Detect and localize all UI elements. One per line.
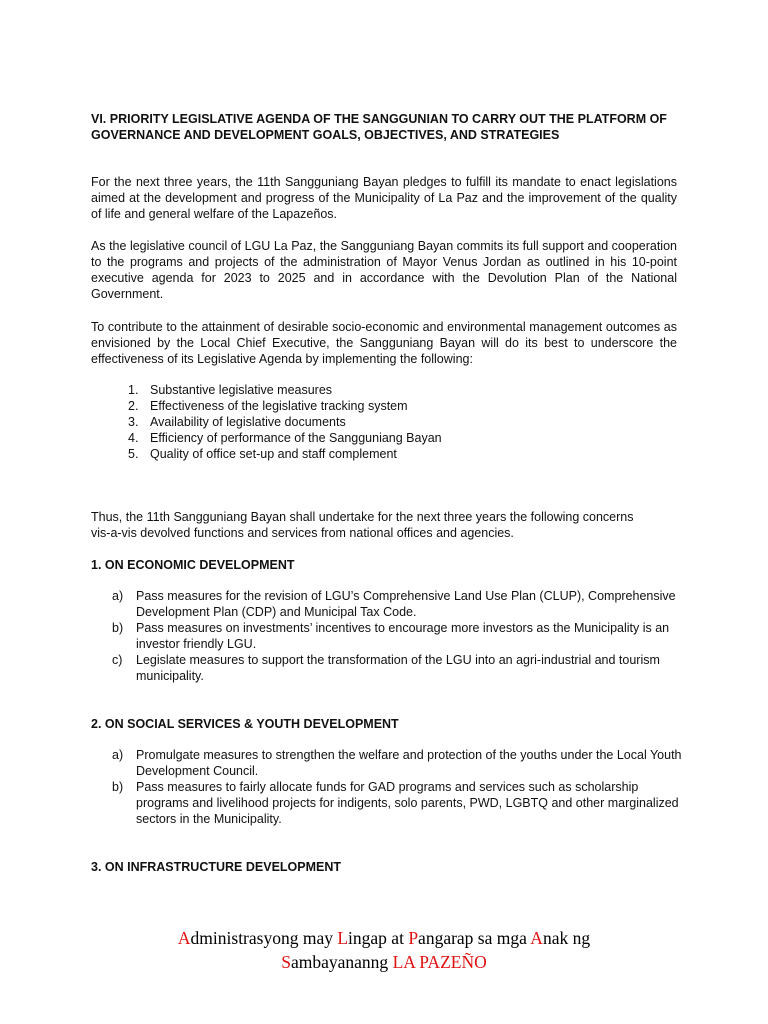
list-text: Legislate measures to support the transformation of the LGU into an agri-industrial and tourism municipality. (136, 653, 660, 683)
list-item (110, 652, 682, 684)
list-item (124, 382, 684, 398)
heading-line-2: GOVERNANCE AND DEVELOPMENT GOALS, OBJECTIVES, AND STRATEGIES (91, 128, 560, 142)
section-title-social: 2. ON SOCIAL SERVICES & YOUTH DEVELOPMENT (91, 717, 399, 731)
list-number: 2. (128, 399, 139, 413)
slogan-initial: L (337, 928, 349, 948)
list-text: Pass measures for the revision of LGU’s Comprehensive Land Use Plan (CLUP), Comprehensive Development Plan (CDP) and Municipal Tax Code. (136, 589, 676, 619)
heading-line-1: VI. PRIORITY LEGISLATIVE AGENDA OF THE SANGGUNIAN TO CARRY OUT THE PLATFORM OF (91, 112, 667, 126)
slogan-text: ambayananng (291, 952, 393, 972)
slogan-text: dministrasyong may (190, 928, 338, 948)
slogan-initial: S (281, 952, 291, 972)
slogan-line-2 (0, 950, 768, 974)
slogan-text: nak ng (542, 928, 591, 948)
list-text: Promulgate measures to strengthen the welfare and protection of the youths under the Local Youth Development Council. (136, 748, 682, 778)
list-number: 1. (128, 383, 139, 397)
list-text: Pass measures on investments’ incentives to encourage more investors as the Municipality is an investor friendly LGU. (136, 621, 670, 651)
slogan-line-1 (0, 926, 768, 950)
list-item (110, 779, 682, 827)
economic-measures-list (110, 588, 682, 684)
slogan-initial: A (530, 928, 543, 948)
slogan-initial: A (177, 928, 191, 948)
section-heading (91, 111, 681, 143)
list-number: 5. (128, 447, 139, 461)
list-marker: c) (112, 653, 123, 667)
list-marker: b) (112, 780, 124, 794)
priority-list (124, 382, 684, 462)
list-item (124, 414, 684, 430)
slogan-highlight: LA PAZEÑO (392, 952, 487, 972)
social-measures-list (110, 747, 682, 827)
slogan-text: angarap sa mga (418, 928, 531, 948)
list-text: Pass measures to fairly allocate funds for GAD programs and services such as scholarship programs and livelihood projects for indigents, solo parents, PWD, LGBTQ and other marginalized sectors in the Municipality. (136, 780, 679, 826)
list-item (110, 620, 682, 652)
list-text: Availability of legislative documents (150, 415, 346, 429)
list-text: Substantive legislative measures (150, 383, 333, 397)
list-item (124, 398, 684, 414)
slogan-initial: P (408, 928, 419, 948)
section-title-infrastructure: 3. ON INFRASTRUCTURE DEVELOPMENT (91, 860, 342, 874)
list-marker: a) (112, 748, 124, 762)
list-marker: b) (112, 621, 124, 635)
slogan-text: ingap at (348, 928, 409, 948)
paragraph-concerns: Thus, the 11th Sangguniang Bayan shall undertake for the next three years the following concerns vis-a-vis devolved functions and services from national offices and agencies. (91, 510, 634, 540)
paragraph-contribution: To contribute to the attainment of desirable socio-economic and environmental management outcomes as envisioned by the Local Chief Executive, the Sangguniang Bayan will do its best to underscore the effectiveness of its Legislative Agenda by implementing the following: (91, 320, 677, 366)
paragraph-pledge: For the next three years, the 11th Sangguniang Bayan pledges to fulfill its mandate to enact legislations aimed at the development and progress of the Municipality of La Paz and the improvement of the quality of life and general welfare of the Lapazeños. (91, 175, 677, 221)
list-text: Efficiency of performance of the Sangguniang Bayan (150, 431, 442, 445)
footer-slogan (0, 926, 768, 974)
section-title-economic: 1. ON ECONOMIC DEVELOPMENT (91, 558, 295, 572)
list-number: 4. (128, 431, 139, 445)
list-text: Quality of office set-up and staff complement (150, 447, 397, 461)
list-marker: a) (112, 589, 124, 603)
list-item (110, 588, 682, 620)
list-item (124, 430, 684, 446)
list-item (124, 446, 684, 462)
paragraph-commitment: As the legislative council of LGU La Paz, the Sangguniang Bayan commits its full support and cooperation to the programs and projects of the administration of Mayor Venus Jordan as outlined in his 10-point executive agenda for 2023 to 2025 and in accordance with the Devolution Plan of the National Government. (91, 239, 677, 301)
list-number: 3. (128, 415, 139, 429)
list-text: Effectiveness of the legislative tracking system (150, 399, 408, 413)
list-item (110, 747, 682, 779)
